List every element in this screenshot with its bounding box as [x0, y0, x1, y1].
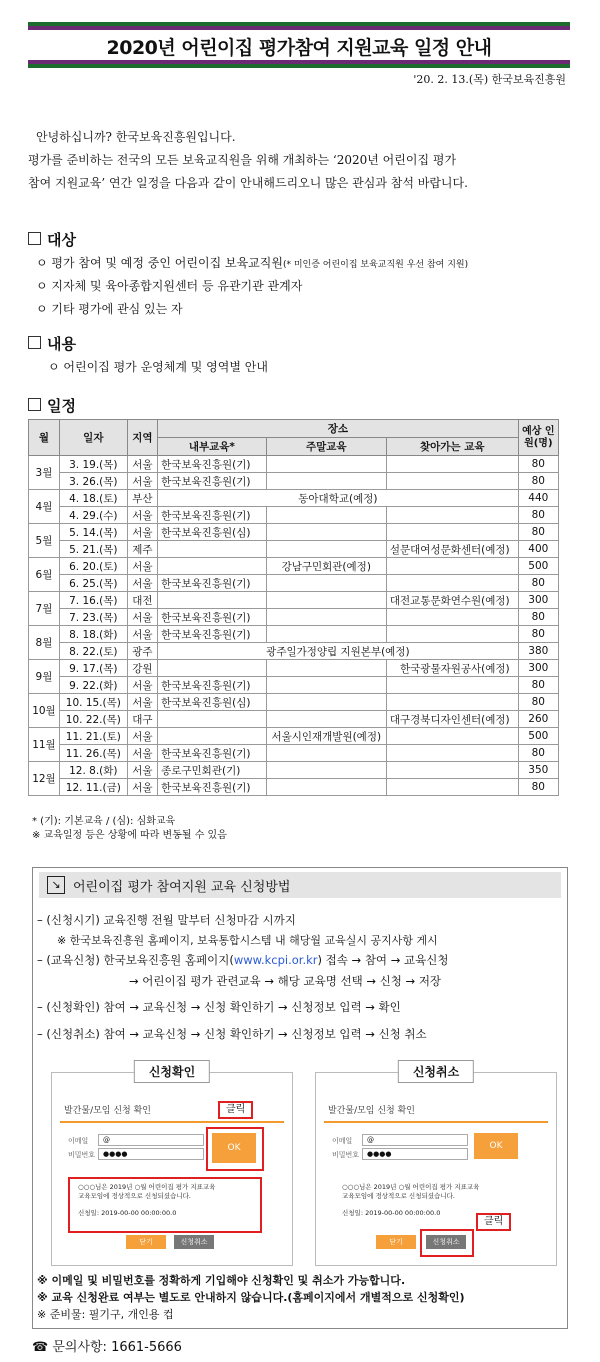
arrow-icon: ↘: [47, 876, 65, 894]
visiting-venue-cell: 설문대여성문화센터(예정): [386, 541, 518, 558]
divider: [60, 1121, 284, 1123]
step-confirm: – (신청확인) 참여 → 교육신청 → 신청 확인하기 → 신청정보 입력 → 확인: [37, 1000, 401, 1014]
region-cell: 서울: [127, 524, 157, 541]
internal-venue-cell: 한국보육진흥원(기): [158, 609, 267, 626]
intro-line: 참여 지원교육’ 연간 일정을 다음과 같이 안내해드리오니 많은 관심과 참석 바랍니다.: [28, 176, 468, 190]
result-message: ○○○님은 2019년 ○월 어린이집 평가 지표교육: [342, 1183, 480, 1191]
capacity-cell: 300: [518, 660, 558, 677]
date-cell: 9. 17.(목): [59, 660, 127, 677]
table-row: [29, 456, 559, 473]
table-row: [29, 660, 559, 677]
schedule-table: [28, 419, 559, 796]
visiting-venue-cell: [386, 456, 518, 473]
visiting-venue-cell: [386, 558, 518, 575]
region-cell: 서울: [127, 507, 157, 524]
internal-venue-cell: [158, 660, 267, 677]
visiting-venue-cell: 대구경북디자인센터(예정): [386, 711, 518, 728]
date-cell: 4. 18.(토): [59, 490, 127, 507]
col-date: 일자: [59, 420, 127, 456]
date-cell: 6. 20.(토): [59, 558, 127, 575]
region-cell: 대구: [127, 711, 157, 728]
top-border: [28, 22, 570, 30]
capacity-cell: 80: [518, 524, 558, 541]
region-cell: 서울: [127, 694, 157, 711]
homepage-link[interactable]: www.kcpi.or.kr: [233, 953, 318, 967]
list-item: ㅇ 어린이집 평가 운영체계 및 영역별 안내: [48, 360, 268, 374]
col-visiting: 찾아가는 교육: [386, 438, 518, 456]
result-message: 교육모임에 정상적으로 신청되셨습니다.: [78, 1192, 191, 1200]
section-heading-content: 내용: [28, 333, 76, 354]
region-cell: 서울: [127, 677, 157, 694]
intro: [28, 126, 574, 195]
email-field[interactable]: @: [362, 1134, 468, 1146]
month-cell: 4월: [29, 490, 60, 524]
capacity-cell: 80: [518, 473, 558, 490]
capacity-cell: 80: [518, 609, 558, 626]
table-row: [29, 575, 559, 592]
capacity-cell: 80: [518, 677, 558, 694]
table-row: [29, 626, 559, 643]
col-internal: 내부교육*: [158, 438, 267, 456]
close-button[interactable]: 닫기: [126, 1235, 166, 1249]
table-row: [29, 490, 559, 507]
weekend-venue-cell: [266, 626, 386, 643]
list-item: ㅇ 기타 평가에 관심 있는 자: [36, 302, 183, 316]
internal-venue-cell: 한국보육진흥원(기): [158, 779, 267, 796]
weekend-venue-cell: [266, 456, 386, 473]
click-tag: 클릭: [476, 1213, 511, 1231]
cancel-screenshot: [315, 1065, 557, 1266]
note: ※ 교육일정 등은 상황에 따라 변동될 수 있음: [32, 830, 227, 841]
internal-venue-cell: [158, 541, 267, 558]
weekend-venue-cell: [266, 592, 386, 609]
weekend-venue-cell: 강남구민회관(예정): [266, 558, 386, 575]
month-cell: 9월: [29, 660, 60, 694]
month-cell: 5월: [29, 524, 60, 558]
region-cell: 서울: [127, 745, 157, 762]
date-cell: 12. 11.(금): [59, 779, 127, 796]
checkbox-icon: [28, 232, 41, 245]
month-cell: 3월: [29, 456, 60, 490]
step-apply: – (교육신청) 한국보육진흥원 홈페이지(www.kcpi.or.kr) 접속 → 참여 → 교육신청: [37, 953, 449, 967]
internal-venue-cell: 한국보육진흥원(기): [158, 473, 267, 490]
weekend-venue-cell: [266, 473, 386, 490]
venue-cell: 동아대학교(예정): [158, 490, 519, 507]
internal-venue-cell: 한국보육진흥원(기): [158, 456, 267, 473]
region-cell: 서울: [127, 728, 157, 745]
step-period: – (신청시기) 교육진행 전월 말부터 신청마감 시까지: [37, 913, 296, 927]
internal-venue-cell: 한국보육진흥원(기): [158, 507, 267, 524]
note: * (기): 기본교육 / (심): 심화교육: [32, 816, 176, 827]
capacity-cell: 260: [518, 711, 558, 728]
table-row: [29, 592, 559, 609]
date-cell: 5. 14.(목): [59, 524, 127, 541]
date-cell: 4. 29.(수): [59, 507, 127, 524]
capacity-cell: 500: [518, 558, 558, 575]
venue-cell: 광주일가정양립 지원본부(예정): [158, 643, 519, 660]
email-label: 이메일: [332, 1137, 353, 1145]
month-cell: 11월: [29, 728, 60, 762]
panel-header: [39, 872, 561, 898]
email-field[interactable]: @: [98, 1134, 204, 1146]
weekend-venue-cell: [266, 575, 386, 592]
panel-title: 어린이집 평가 참여지원 교육 신청방법: [73, 879, 291, 895]
apply-date: 신청일: 2019-00-00 00:00:00.0: [78, 1209, 177, 1217]
table-row: [29, 541, 559, 558]
list-item: ㅇ 지자체 및 육아종합지원센터 등 유관기관 관계자: [36, 279, 303, 293]
visiting-venue-cell: [386, 745, 518, 762]
date-cell: 9. 22.(화): [59, 677, 127, 694]
region-cell: 서울: [127, 779, 157, 796]
cancel-apply-button[interactable]: 신청취소: [426, 1235, 466, 1249]
table-row: [29, 711, 559, 728]
contact-info: ☎ 문의사항: 1661-5666: [32, 1340, 182, 1355]
date-cell: 6. 25.(목): [59, 575, 127, 592]
date-cell: 3. 26.(목): [59, 473, 127, 490]
capacity-cell: 80: [518, 745, 558, 762]
step-period-note: ※ 한국보육진흥원 홈페이지, 보육통합시스템 내 해당월 교육실시 공지사항 게시: [57, 934, 438, 947]
close-button[interactable]: 닫기: [376, 1235, 416, 1249]
visiting-venue-cell: 대전교통문화연수원(예정): [386, 592, 518, 609]
page-title: 2020년 어린이집 평가참여 지원교육 일정 안내: [106, 37, 492, 59]
internal-venue-cell: 한국보육진흥원(기): [158, 677, 267, 694]
region-cell: 서울: [127, 626, 157, 643]
capacity-cell: 80: [518, 694, 558, 711]
weekend-venue-cell: [266, 779, 386, 796]
visiting-venue-cell: [386, 694, 518, 711]
weekend-venue-cell: [266, 762, 386, 779]
mini-title: 발간물/모임 신청 확인: [328, 1106, 416, 1116]
section-heading-target: 대상: [28, 229, 76, 250]
internal-venue-cell: [158, 728, 267, 745]
intro-line: 안녕하십니까? 한국보육진흥원입니다.: [36, 130, 236, 144]
col-venue: 장소: [158, 420, 519, 438]
internal-venue-cell: 한국보육진흥원(기): [158, 745, 267, 762]
click-tag: 클릭: [218, 1101, 253, 1119]
weekend-venue-cell: 서울시인재개발원(예정): [266, 728, 386, 745]
step-apply-cont: → 어린이집 평가 관련교육 → 해당 교육명 선택 → 신청 → 저장: [129, 974, 442, 988]
visiting-venue-cell: [386, 473, 518, 490]
visiting-venue-cell: [386, 728, 518, 745]
region-cell: 강원: [127, 660, 157, 677]
weekend-venue-cell: [266, 711, 386, 728]
section-heading-schedule: 일정: [28, 395, 76, 416]
internal-venue-cell: 한국보육진흥원(기): [158, 575, 267, 592]
internal-venue-cell: [158, 558, 267, 575]
date-cell: 8. 18.(화): [59, 626, 127, 643]
internal-venue-cell: [158, 592, 267, 609]
date-cell: 12. 8.(화): [59, 762, 127, 779]
capacity-cell: 350: [518, 762, 558, 779]
region-cell: 부산: [127, 490, 157, 507]
internal-venue-cell: 한국보육진흥원(심): [158, 694, 267, 711]
issue-date: '20. 2. 13.(목) 한국보육진흥원: [413, 73, 566, 86]
apply-date: 신청일: 2019-00-00 00:00:00.0: [342, 1209, 441, 1217]
table-row: [29, 558, 559, 575]
table-row: [29, 677, 559, 694]
table-row: [29, 779, 559, 796]
month-cell: 7월: [29, 592, 60, 626]
footnote: ※ 교육 신청완료 여부는 별도로 안내하지 않습니다.(홈페이지에서 개별적으로 신청확인): [37, 1291, 465, 1304]
weekend-venue-cell: [266, 660, 386, 677]
capacity-cell: 400: [518, 541, 558, 558]
region-cell: 서울: [127, 558, 157, 575]
footnote: ※ 준비물: 필기구, 개인용 컵: [37, 1308, 174, 1321]
capacity-cell: 80: [518, 626, 558, 643]
date-cell: 10. 15.(목): [59, 694, 127, 711]
table-row: [29, 609, 559, 626]
internal-venue-cell: [158, 711, 267, 728]
table-row: [29, 762, 559, 779]
capacity-cell: 80: [518, 456, 558, 473]
table-row: [29, 524, 559, 541]
howto-panel: [32, 867, 568, 1329]
cancel-apply-button[interactable]: 신청취소: [174, 1235, 214, 1249]
region-cell: 대전: [127, 592, 157, 609]
table-row: [29, 694, 559, 711]
capacity-cell: 440: [518, 490, 558, 507]
capacity-cell: 500: [518, 728, 558, 745]
password-field[interactable]: ●●●●: [362, 1148, 468, 1160]
cancel-label: 신청취소: [398, 1060, 474, 1083]
internal-venue-cell: 한국보육진흥원(심): [158, 524, 267, 541]
month-cell: 6월: [29, 558, 60, 592]
table-row: [29, 507, 559, 524]
weekend-venue-cell: [266, 541, 386, 558]
step-cancel: – (신청취소) 참여 → 교육신청 → 신청 확인하기 → 신청정보 입력 → 신청 취소: [37, 1027, 427, 1041]
date-cell: 7. 16.(목): [59, 592, 127, 609]
date-cell: 8. 22.(토): [59, 643, 127, 660]
month-cell: 10월: [29, 694, 60, 728]
password-field[interactable]: ●●●●: [98, 1148, 204, 1160]
highlight-box: [206, 1127, 264, 1171]
visiting-venue-cell: [386, 762, 518, 779]
result-message: ○○○님은 2019년 ○월 어린이집 평가 지표교육: [78, 1183, 216, 1191]
date-cell: 3. 19.(목): [59, 456, 127, 473]
table-row: [29, 473, 559, 490]
month-cell: 12월: [29, 762, 60, 796]
month-cell: 8월: [29, 626, 60, 660]
capacity-cell: 380: [518, 643, 558, 660]
region-cell: 서울: [127, 762, 157, 779]
col-weekend: 주말교육: [266, 438, 386, 456]
table-row: [29, 643, 559, 660]
ok-button[interactable]: OK: [474, 1133, 518, 1159]
confirm-screenshot: [51, 1065, 293, 1266]
weekend-venue-cell: [266, 745, 386, 762]
col-region: 지역: [127, 420, 157, 456]
visiting-venue-cell: [386, 626, 518, 643]
region-cell: 서울: [127, 456, 157, 473]
checkbox-icon: [28, 398, 41, 411]
visiting-venue-cell: [386, 507, 518, 524]
date-cell: 5. 21.(목): [59, 541, 127, 558]
password-label: 비밀번호: [68, 1151, 96, 1159]
result-message: 교육모임에 정상적으로 신청되셨습니다.: [342, 1192, 455, 1200]
email-label: 이메일: [68, 1137, 89, 1145]
ok-button[interactable]: OK: [212, 1133, 256, 1163]
internal-venue-cell: 종로구민회관(기): [158, 762, 267, 779]
weekend-venue-cell: [266, 507, 386, 524]
divider: [324, 1121, 548, 1123]
region-cell: 제주: [127, 541, 157, 558]
col-month: 월: [29, 420, 60, 456]
region-cell: 서울: [127, 609, 157, 626]
list-item: ㅇ 평가 참여 및 예정 중인 어린이집 보육교직원(* 미인증 어린이집 보육교직원 우선 참여 지원): [36, 256, 469, 270]
date-cell: 7. 23.(목): [59, 609, 127, 626]
mini-title: 발간물/모임 신청 확인: [64, 1106, 152, 1116]
capacity-cell: 80: [518, 575, 558, 592]
table-row: [29, 745, 559, 762]
date-cell: 10. 22.(목): [59, 711, 127, 728]
region-cell: 서울: [127, 473, 157, 490]
intro-line: 평가를 준비하는 전국의 모든 보육교직원을 위해 개최하는 ‘2020년 어린이집 평가: [28, 153, 457, 167]
visiting-venue-cell: [386, 524, 518, 541]
capacity-cell: 80: [518, 507, 558, 524]
capacity-cell: 300: [518, 592, 558, 609]
checkbox-icon: [28, 336, 41, 349]
weekend-venue-cell: [266, 609, 386, 626]
weekend-venue-cell: [266, 677, 386, 694]
table-row: [29, 728, 559, 745]
weekend-venue-cell: [266, 694, 386, 711]
capacity-cell: 80: [518, 779, 558, 796]
internal-venue-cell: 한국보육진흥원(기): [158, 626, 267, 643]
col-capacity: 예상 인원(명): [518, 420, 558, 456]
visiting-venue-cell: 한국광물자원공사(예정): [386, 660, 518, 677]
table-notes: [32, 815, 227, 843]
date-cell: 11. 21.(토): [59, 728, 127, 745]
visiting-venue-cell: [386, 677, 518, 694]
highlight-box: [420, 1229, 474, 1257]
region-cell: 광주: [127, 643, 157, 660]
region-cell: 서울: [127, 575, 157, 592]
title-underline: [28, 60, 570, 68]
weekend-venue-cell: [266, 524, 386, 541]
confirm-label: 신청확인: [134, 1060, 210, 1083]
visiting-venue-cell: [386, 609, 518, 626]
footnote: ※ 이메일 및 비밀번호를 정확하게 기입해야 신청확인 및 취소가 가능합니다.: [37, 1274, 406, 1287]
visiting-venue-cell: [386, 575, 518, 592]
date-cell: 11. 26.(목): [59, 745, 127, 762]
password-label: 비밀번호: [332, 1151, 360, 1159]
visiting-venue-cell: [386, 779, 518, 796]
